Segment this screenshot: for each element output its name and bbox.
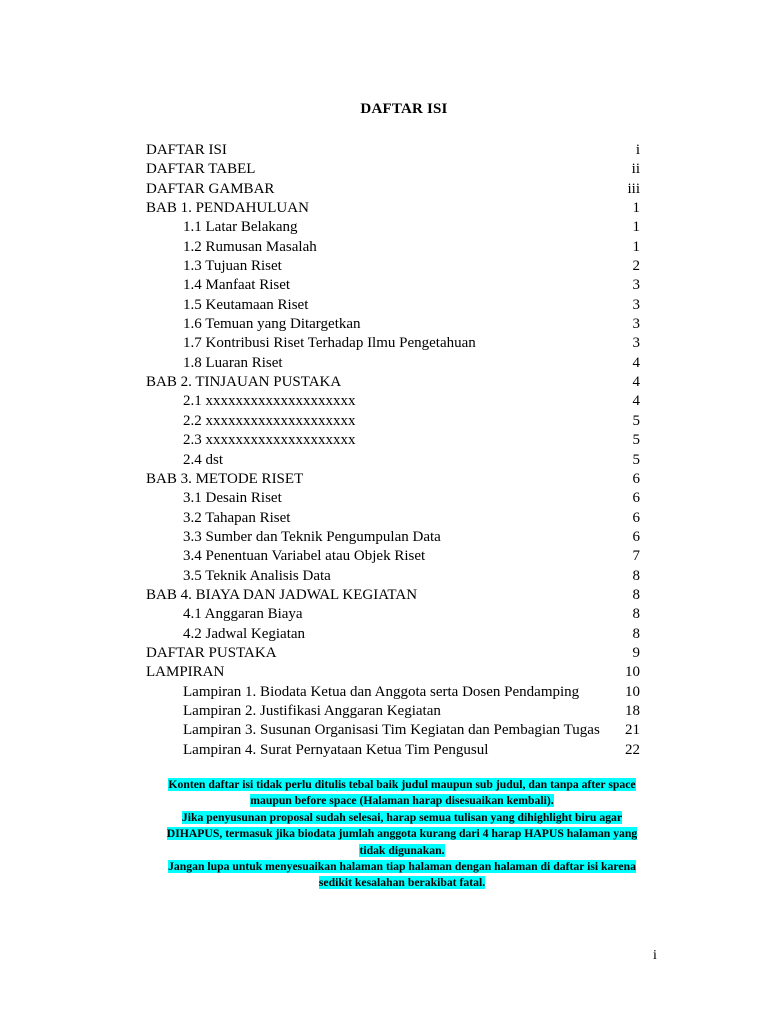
toc-page-number: 3 xyxy=(632,316,640,333)
toc-entry-label: 2.1 xxxxxxxxxxxxxxxxxxxx xyxy=(183,393,356,410)
toc-page-number: 21 xyxy=(625,722,640,739)
page-title: DAFTAR ISI xyxy=(360,101,448,117)
toc-page-number: i xyxy=(635,142,640,158)
toc-row xyxy=(146,528,640,547)
toc-row xyxy=(146,354,640,373)
toc-page-number: 22 xyxy=(625,741,640,758)
toc-row xyxy=(146,296,640,315)
toc-entry-label: BAB 2. TINJAUAN PUSTAKA xyxy=(146,374,342,391)
toc-entry-label: 3.2 Tahapan Riset xyxy=(183,509,291,526)
note-line-3: Jangan lupa untuk menyesuaikan halaman tiap halaman dengan halaman di daftar isi karena sedikit kesalahan berakibat fatal. xyxy=(168,860,636,890)
toc-row xyxy=(146,509,640,528)
toc-entry-label: BAB 4. BIAYA DAN JADWAL KEGIATAN xyxy=(146,586,418,603)
note-line-2: Jika penyusunan proposal sudah selesai, harap semua tulisan yang dihighlight biru agar DIHAPUS, termasuk jika biodata jumlah anggota kurang dari 4 harap HAPUS halaman yang tidak digunakan. xyxy=(166,810,638,857)
toc-page-number: 4 xyxy=(632,374,640,391)
toc-page-number: 10 xyxy=(625,664,640,681)
toc-row xyxy=(146,257,640,276)
toc-entry-label: DAFTAR GAMBAR xyxy=(146,180,275,197)
toc-row xyxy=(146,567,640,586)
note-line-1: Konten daftar isi tidak perlu ditulis tebal baik judul maupun sub judul, dan tanpa after space maupun before space (Halaman harap disesuaikan kembali). xyxy=(168,778,636,808)
toc-entry-label: 2.4 dst xyxy=(183,451,224,468)
toc-page-number: 8 xyxy=(632,567,640,584)
toc-page-number: 5 xyxy=(632,451,640,468)
toc-entry-label: 4.1 Anggaran Biaya xyxy=(183,606,303,623)
toc-row xyxy=(146,315,640,334)
toc-page-number: 10 xyxy=(625,683,640,700)
toc-row xyxy=(146,721,640,740)
toc-row xyxy=(146,489,640,508)
toc-page-number: 1 xyxy=(632,200,640,217)
toc-row xyxy=(146,547,640,566)
toc-entry-label: Lampiran 1. Biodata Ketua dan Anggota serta Dosen Pendamping xyxy=(183,683,580,700)
toc-page-number: 3 xyxy=(632,296,640,313)
toc-entry-label: 1.5 Keutamaan Riset xyxy=(183,296,309,313)
toc-entry-label: BAB 1. PENDAHULUAN xyxy=(146,200,309,217)
toc-entry-label: 1.8 Luaran Riset xyxy=(183,354,283,371)
toc-page-number: 3 xyxy=(632,335,640,352)
toc-row xyxy=(146,702,640,721)
toc-row xyxy=(146,663,640,682)
toc-entry-label: LAMPIRAN xyxy=(146,664,225,681)
toc-row xyxy=(146,644,640,663)
toc-entry-label: 3.3 Sumber dan Teknik Pengumpulan Data xyxy=(183,528,441,545)
toc-entry-label: 3.1 Desain Riset xyxy=(183,490,282,507)
toc-row xyxy=(146,683,640,702)
toc-row xyxy=(146,334,640,353)
toc-entry-label: Lampiran 2. Justifikasi Anggaran Kegiatan xyxy=(183,702,441,719)
toc-row xyxy=(146,586,640,605)
toc-row xyxy=(146,412,640,431)
toc-row xyxy=(146,373,640,392)
toc-entry-label: 1.3 Tujuan Riset xyxy=(183,258,282,275)
toc-row xyxy=(146,431,640,450)
toc-entry-label: DAFTAR PUSTAKA xyxy=(146,644,277,661)
toc-page-number: 2 xyxy=(632,258,640,275)
toc-page-number: 7 xyxy=(632,548,640,565)
toc-row xyxy=(146,238,640,257)
toc-entry-label: 1.7 Kontribusi Riset Terhadap Ilmu Pengetahuan xyxy=(183,335,476,352)
table-of-contents xyxy=(146,141,640,760)
toc-page-number: 18 xyxy=(625,702,640,719)
footer-page-number: i xyxy=(653,948,657,963)
toc-row xyxy=(146,741,640,760)
toc-entry-label: Lampiran 4. Surat Pernyataan Ketua Tim Pengusul xyxy=(183,741,489,758)
toc-page-number: 6 xyxy=(632,470,640,487)
toc-page-number: 5 xyxy=(632,432,640,449)
toc-row xyxy=(146,625,640,644)
toc-page-number: 1 xyxy=(632,238,640,255)
toc-page-number: 9 xyxy=(632,644,640,661)
toc-entry-label: 2.3 xxxxxxxxxxxxxxxxxxxx xyxy=(183,432,356,449)
toc-page-number: 4 xyxy=(632,354,640,371)
toc-row xyxy=(146,392,640,411)
toc-page-number: 3 xyxy=(632,277,640,294)
toc-row xyxy=(146,276,640,295)
toc-entry-label: 1.6 Temuan yang Ditargetkan xyxy=(183,316,361,333)
toc-page-number: ii xyxy=(631,161,640,178)
toc-page-number: 8 xyxy=(632,606,640,623)
toc-entry-label: 1.1 Latar Belakang xyxy=(183,219,298,236)
toc-page-number: 6 xyxy=(632,490,640,507)
toc-row xyxy=(146,218,640,237)
toc-entry-label: Lampiran 3. Susunan Organisasi Tim Kegiatan dan Pembagian Tugas xyxy=(183,722,600,739)
toc-row xyxy=(146,141,640,160)
toc-page-number: 4 xyxy=(632,393,640,410)
toc-entry-label: DAFTAR TABEL xyxy=(146,161,256,178)
toc-entry-label: 1.2 Rumusan Masalah xyxy=(183,238,317,255)
toc-page-number: 6 xyxy=(632,528,640,545)
toc-entry-label: 3.5 Teknik Analisis Data xyxy=(183,567,331,584)
toc-page-number: 5 xyxy=(632,412,640,429)
toc-page-number: 6 xyxy=(632,509,640,526)
toc-row xyxy=(146,470,640,489)
toc-entry-label: 4.2 Jadwal Kegiatan xyxy=(183,625,306,642)
toc-page-number: 1 xyxy=(632,219,640,236)
toc-row xyxy=(146,199,640,218)
toc-entry-label: 3.4 Penentuan Variabel atau Objek Riset xyxy=(183,548,426,565)
toc-entry-label: 1.4 Manfaat Riset xyxy=(183,277,291,294)
toc-row xyxy=(146,160,640,179)
toc-entry-label: BAB 3. METODE RISET xyxy=(146,470,304,487)
toc-entry-label: DAFTAR ISI xyxy=(146,142,227,158)
toc-page-number: 8 xyxy=(632,625,640,642)
toc-entry-label: 2.2 xxxxxxxxxxxxxxxxxxxx xyxy=(183,412,356,429)
toc-page-number: iii xyxy=(627,180,640,197)
highlighted-instruction-note xyxy=(154,777,650,892)
toc-row xyxy=(146,180,640,199)
toc-row xyxy=(146,605,640,624)
toc-row xyxy=(146,451,640,470)
toc-page-number: 8 xyxy=(632,586,640,603)
